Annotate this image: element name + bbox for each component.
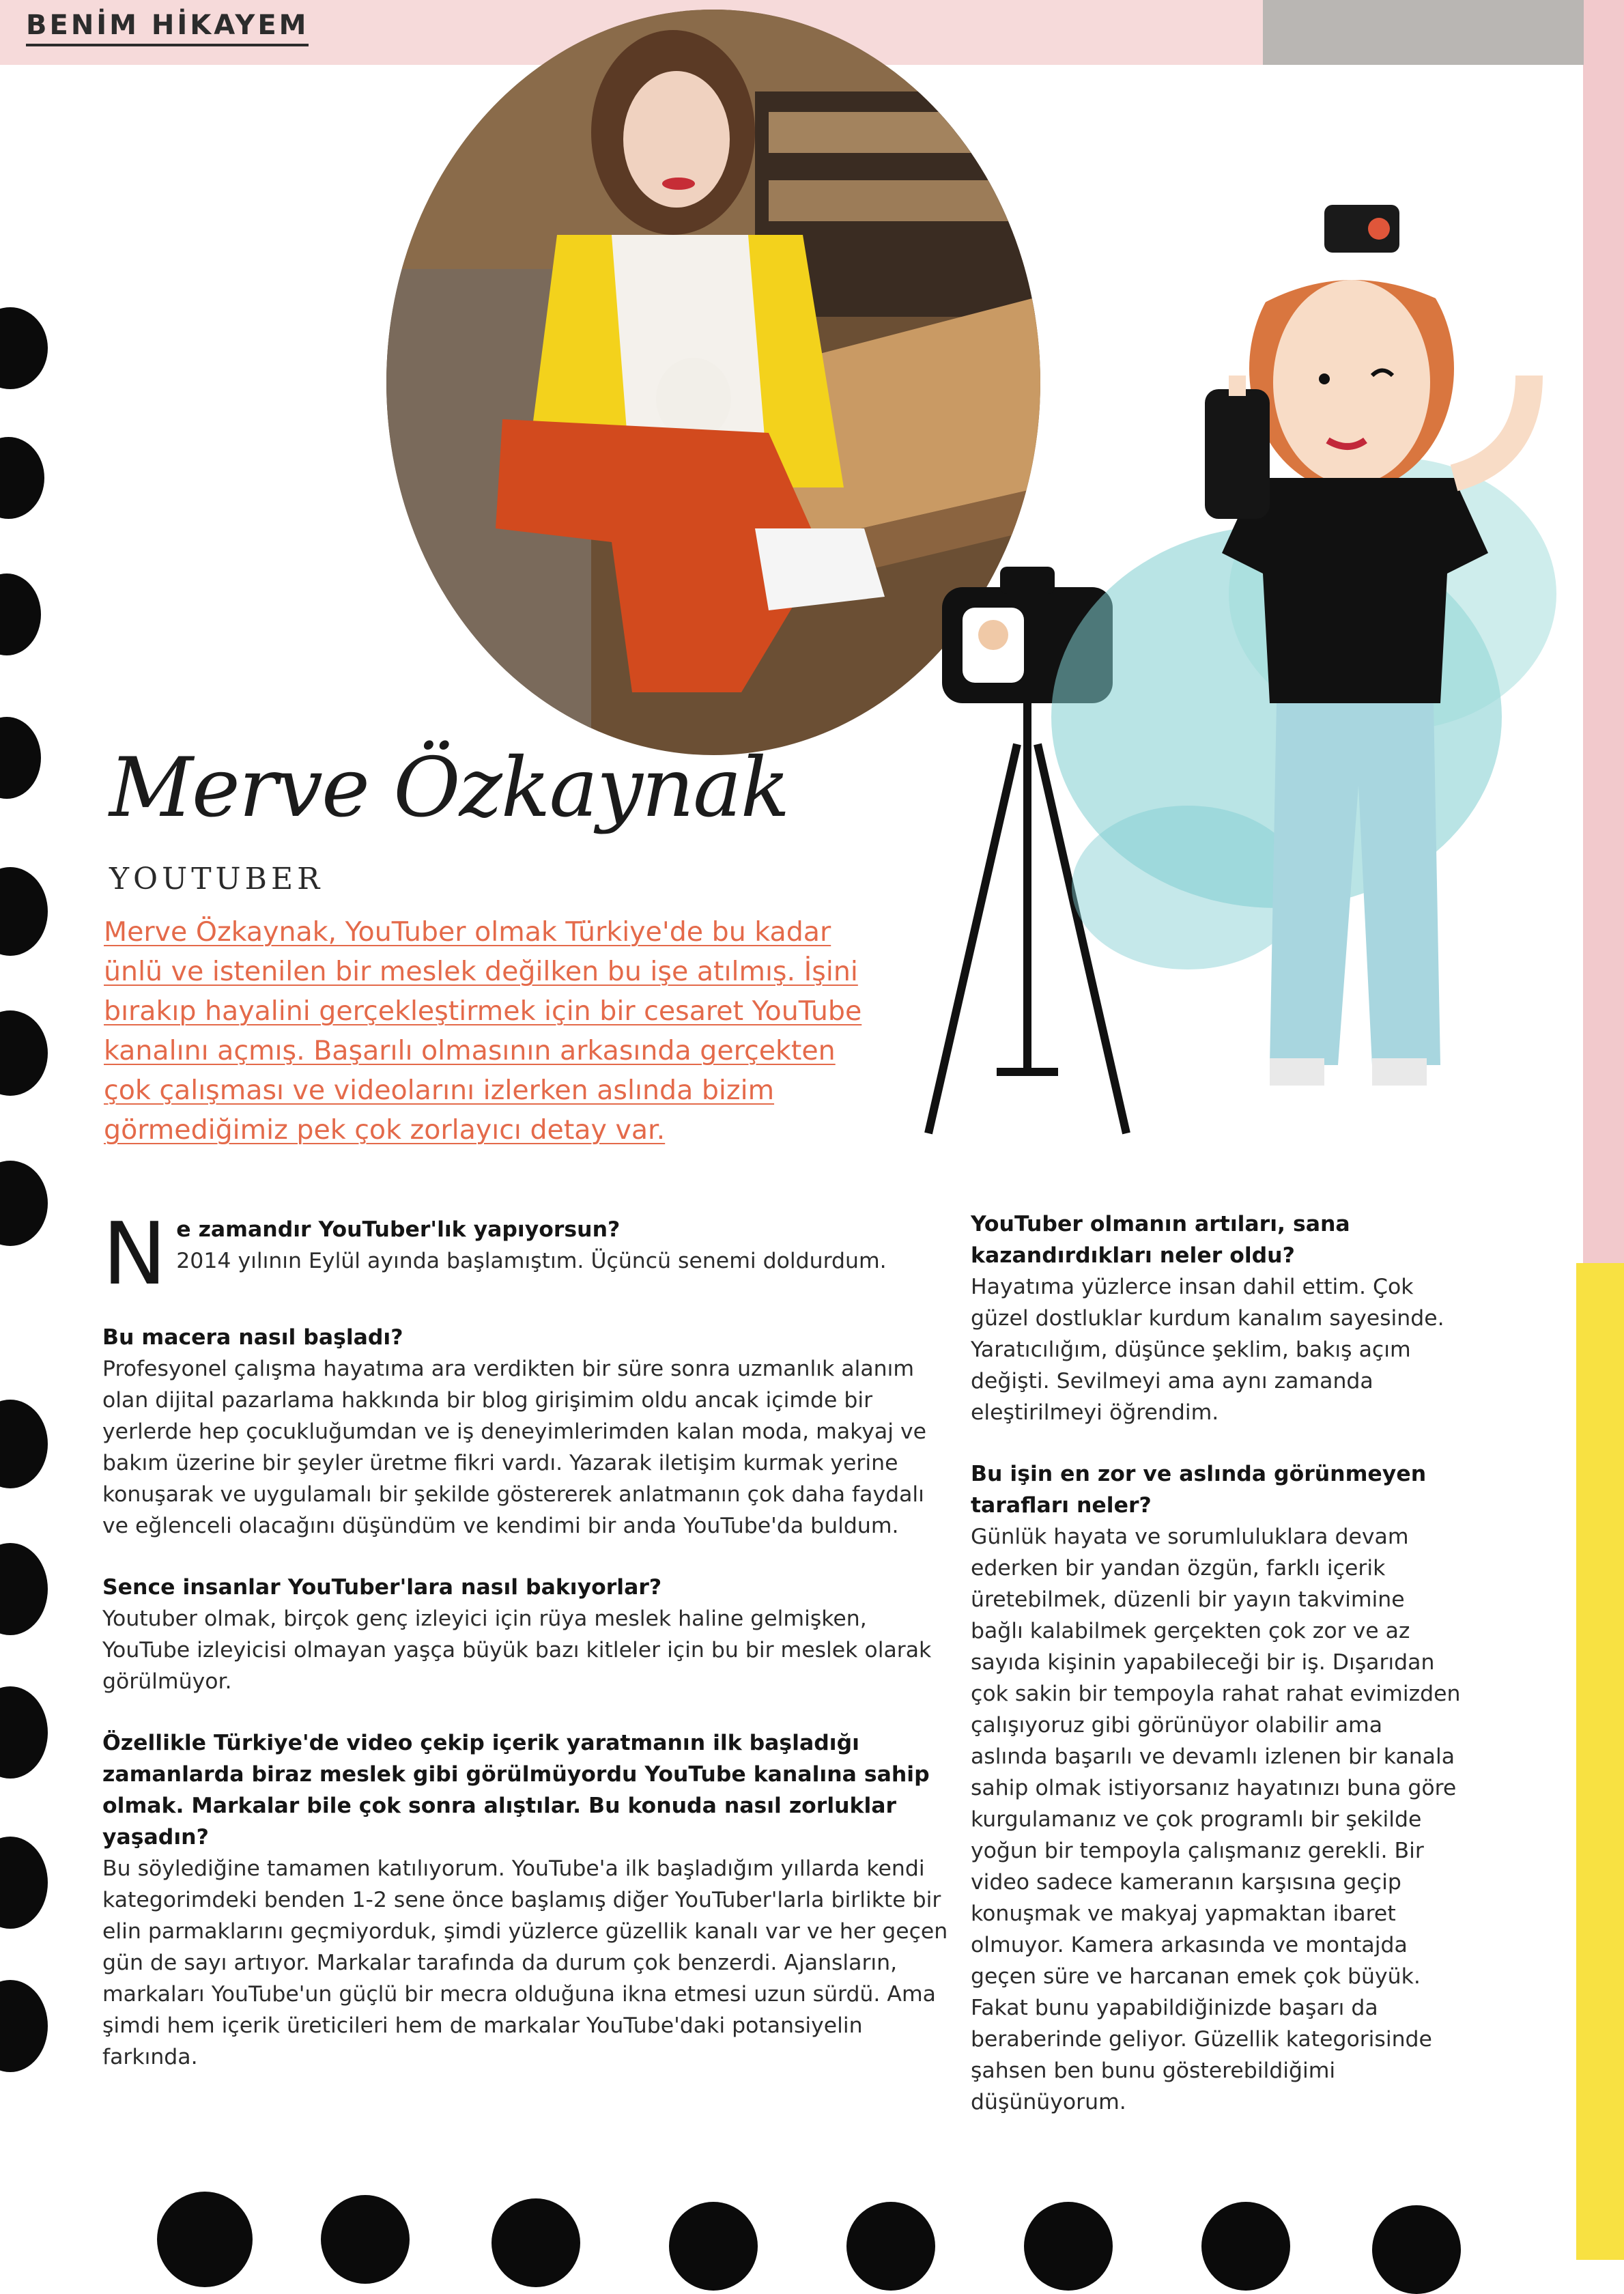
decorative-dot <box>0 1837 48 1929</box>
decorative-dot <box>669 2202 758 2291</box>
decorative-dot <box>0 1161 48 1246</box>
question: Özellikle Türkiye'de video çekip içerik yaratmanın ilk başladığı zamanlarda biraz meslek gibi görülmüyordu YouTube kanalına sahip olmak. Markalar bile çok sonra alıştılar. Bu konuda nasıl zorluklar yaşadın? <box>102 1731 930 1850</box>
qa-block <box>102 1322 949 1542</box>
decorative-dot <box>1372 2205 1461 2294</box>
interview-column-right <box>971 1208 1462 2118</box>
qa-block <box>971 1208 1462 1428</box>
answer: 2014 yılının Eylül ayında başlamıştım. Üçüncü senemi doldurdum. <box>176 1249 887 1273</box>
decorative-dot <box>0 1400 48 1488</box>
interviewee-role: YOUTUBER <box>109 862 324 896</box>
decorative-dot <box>1024 2202 1113 2291</box>
lead-line: ünlü ve istenilen bir meslek değilken bu işe atılmış. İşini <box>104 956 858 987</box>
lead-line: çok çalışması ve videolarını izlerken aslında bizim <box>104 1075 775 1106</box>
drop-cap: N <box>102 1204 167 1304</box>
lead-line: Merve Özkaynak, YouTuber olmak Türkiye'de bu kadar <box>104 916 831 948</box>
right-pink-edge <box>1583 0 1624 1434</box>
lead-line: kanalını açmış. Başarılı olmasının arkasında gerçekten <box>104 1035 836 1066</box>
lead-paragraph <box>104 912 882 1150</box>
youtuber-girl-illustration <box>1051 171 1556 1174</box>
qa-block <box>971 1458 1462 2118</box>
decorative-dot <box>157 2192 253 2287</box>
decorative-dot <box>0 867 48 956</box>
top-right-gray-pattern <box>1263 0 1584 65</box>
decorative-dot <box>0 437 44 519</box>
decorative-dot <box>846 2202 935 2291</box>
decorative-dot <box>0 1543 48 1635</box>
question: Bu işin en zor ve aslında görünmeyen tarafları neler? <box>971 1462 1427 1518</box>
section-tag: BENİM HİKAYEM <box>26 10 309 46</box>
question: Bu macera nasıl başladı? <box>102 1325 403 1350</box>
answer: Profesyonel çalışma hayatıma ara verdikten bir süre sonra uzmanlık alanım olan dijital pazarlama hakkında bir blog girişimim oldu ancak içimde bir yerlerde hep çocukluğumdan ve iş deneyimlerimden kalan moda, makyaj ve bakım üzerine bir şeyler üretme fikri vardı. Yazarak iletişim kurmak yerine konuşarak ve uygulamalı bir şekilde göstererek anlatmanın çok daha faydalı ve eğlenceli olacağını düşündüm ve kendimi bir anda YouTube'da buldum. <box>102 1357 927 1538</box>
answer: Youtuber olmak, birçok genç izleyici için rüya meslek haline gelmişken, YouTube izleyicisi olmayan yaşça büyük bazı kitleler için bu bir meslek olarak görülmüyor. <box>102 1606 932 1694</box>
answer: Günlük hayata ve sorumluluklara devam ederken bir yandan özgün, farklı içerik üretebilmek, düzenli bir yayın takvimine bağlı kalabilmek gerçekten çok zor ve az sayıda kişinin yapabileceği bir iş. Dışarıdan çok sakin bir tempoyla rahat rahat evimizden çalışıyoruz gibi görünüyor olabilir ama aslında başarılı ve devamlı izlenen bir kanala sahip olmak istiyorsanız hayatınızı buna göre kurgulamanız ve çok programlı bir şekilde yoğun bir tempoyla çalışmanız gerekli. Bir video sadece kameranın karşısına geçip konuşmak ve makyaj yapmaktan ibaret olmuyor. Kamera arkasında ve montajda geçen süre ve harcanan emek çok büyük. Fakat bunu yapabildiğinizde başarı da beraberinde geliyor. Güzellik kategorisinde şahsen ben bunu gösterebildiğimi düşünüyorum. <box>971 1525 1461 2114</box>
right-yellow-edge <box>1576 1263 1624 2260</box>
decorative-dot <box>0 1686 48 1779</box>
lead-line: görmediğimiz pek çok zorlayıcı detay var. <box>104 1114 666 1146</box>
qa-block <box>102 1572 949 1697</box>
qa-block <box>102 1727 949 2073</box>
question: YouTuber olmanın artıları, sana kazandırdıkları neler oldu? <box>971 1212 1350 1268</box>
interviewee-name: Merve Özkaynak <box>109 741 789 836</box>
lead-line: bırakıp hayalini gerçekleştirmek için bir cesaret YouTube <box>104 995 862 1027</box>
answer: Hayatıma yüzlerce insan dahil ettim. Çok güzel dostluklar kurdum kanalım sayesinde. Yaratıcılığım, düşünce şeklim, bakış açım değişti. Sevilmeyi ama aynı zamanda eleştirilmeyi öğrendim. <box>971 1275 1444 1425</box>
decorative-dot <box>0 574 41 655</box>
qa-block <box>102 1204 949 1304</box>
decorative-dot <box>0 1980 48 2072</box>
interview-column-left <box>102 1204 949 2073</box>
decorative-dot <box>0 717 41 799</box>
answer: Bu söylediğine tamamen katılıyorum. YouTube'a ilk başladığım yıllarda kendi kategorimdeki benden 1-2 sene önce başlamış diğer YouTuber'larla birlikte bir elin parmaklarını geçmiyorduk, şimdi yüzlerce güzellik kanalı var ve her geçen gün de sayı artıyor. Markalar tarafında da durum çok benzerdi. Ajansların, markaları YouTube'un güçlü bir mecra olduğuna ikna etmesi uzun sürdü. Ama şimdi hem içerik üreticileri hem de markalar YouTube'daki potansiyelin farkında. <box>102 1856 948 2069</box>
decorative-dot <box>0 1010 48 1096</box>
decorative-dot <box>321 2195 410 2284</box>
question: e zamandır YouTuber'lık yapıyorsun? <box>176 1217 621 1242</box>
question: Sence insanlar YouTuber'lara nasıl bakıyorlar? <box>102 1575 662 1600</box>
decorative-dot <box>0 307 48 389</box>
decorative-dot <box>492 2198 580 2287</box>
decorative-dot <box>1201 2202 1290 2291</box>
